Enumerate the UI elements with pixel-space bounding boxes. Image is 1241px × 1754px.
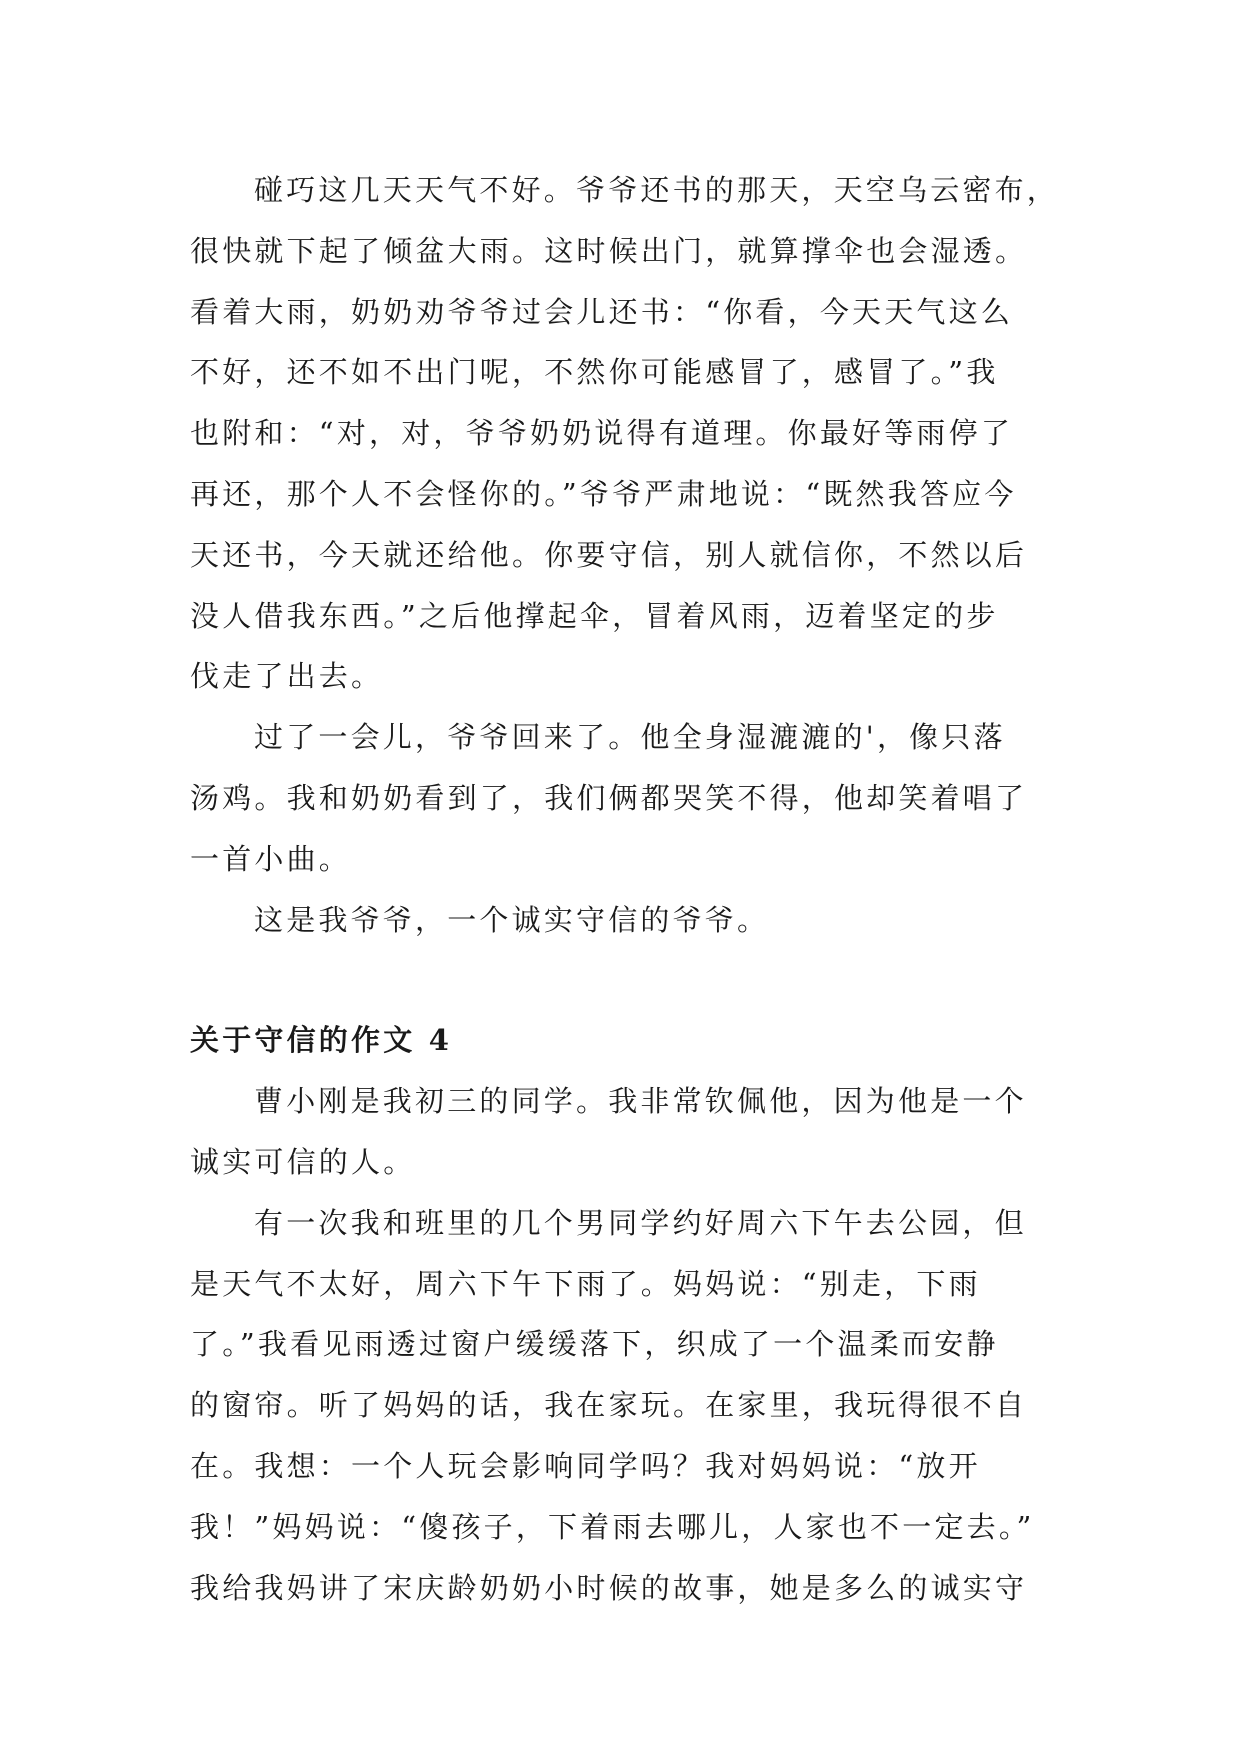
paragraph: 有一次我和班里的几个男同学约好周六下午去公园，但 是天气不太好，周六下午下雨了。妈妈说：“别走，下雨 了。”我看见雨透过窗户缓缓落下，织成了一个温柔而安静 的窗帘。听了妈妈的话，我在家玩。在家里，我玩得很不自 在。我想：一个人玩会影响同学吗？我对妈妈说：“放开 我！”妈妈说：“傻孩子，下着雨去哪儿，人家也不一定去。” 我给我妈讲了宋庆龄奶奶小时候的故事，她是多么的诚实守	[190, 1205, 1035, 1605]
section-title: 关于守信的作文 4	[190, 1023, 453, 1058]
paragraph: 碰巧这几天天气不好。爷爷还书的那天，天空乌云密布， 很快就下起了倾盆大雨。这时候出门，就算撑伞也会湿透。 看着大雨，奶奶劝爷爷过会儿还书：“你看，今天天气这么 不好，还不如不出门呢，不然你可能感冒了，感冒了。”我 也附和：“对，对，爷爷奶奶说得有道理。你最好等雨停了 再还，那个人不会怪你的。”爷爷严肃地说：“既然我答应今 天还书，今天就还给他。你要守信，别人就信你，不然以后 没人借我东西。”之后他撑起伞，冒着风雨，迈着坚定的步 伐走了出去。	[190, 173, 1060, 694]
document-page	[190, 160, 1070, 1618]
section-gap	[190, 950, 1070, 1010]
paragraph: 过了一会儿，爷爷回来了。他全身湿漉漉的'，像只落 汤鸡。我和奶奶看到了，我们俩都哭笑不得，他却笑着唱了 一首小曲。	[190, 720, 1028, 876]
paragraph: 这是我爷爷，一个诚实守信的爷爷。	[254, 902, 770, 937]
paragraph: 曹小刚是我初三的同学。我非常钦佩他，因为他是一个 诚实可信的人。	[190, 1084, 1027, 1179]
